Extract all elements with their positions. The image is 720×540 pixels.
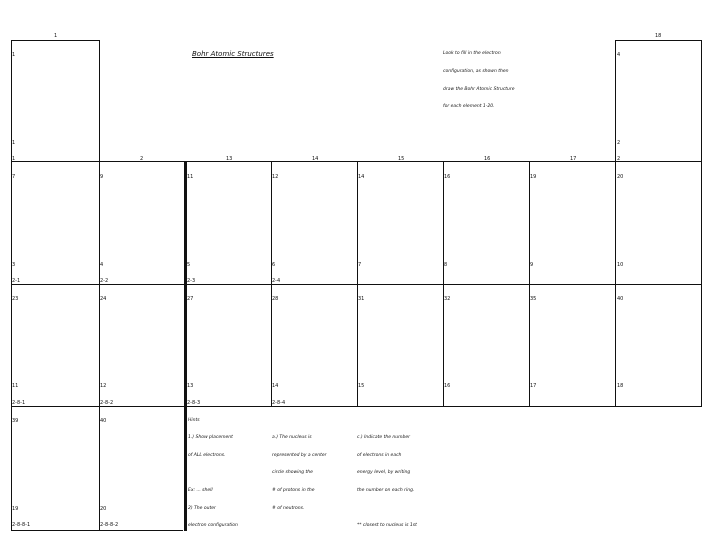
atomic-number: 17	[530, 383, 537, 389]
atomic-number: 14	[272, 383, 279, 389]
config-h: 1	[12, 156, 16, 162]
mass-number: 28	[272, 296, 279, 302]
electron-config: 2-8-4	[272, 400, 286, 406]
mass-number-h: 1	[12, 52, 16, 58]
mass-number: 40	[617, 296, 624, 302]
electron-config: 2-8-1	[12, 400, 26, 406]
config-he: 2	[617, 156, 621, 162]
group-label: 16	[484, 156, 491, 162]
note-line: of ALL electrons.	[188, 453, 226, 458]
atomic-number: 11	[12, 383, 19, 389]
mass-number: 31	[358, 296, 365, 302]
note-line: electron configuration	[188, 523, 238, 528]
atomic-number: 5	[187, 262, 191, 268]
atomic-number: 12	[100, 383, 107, 389]
atomic-number: 9	[530, 262, 534, 268]
note-line: represented by a center	[272, 453, 327, 458]
electron-config: 2-8-2	[100, 400, 114, 406]
mass-number: 24	[100, 296, 107, 302]
note-line: a.) The nucleus is	[272, 435, 312, 440]
atomic-number: 13	[187, 383, 194, 389]
note-line: c.) Indicate the number	[357, 435, 410, 440]
group-label-18: 18	[655, 33, 662, 39]
atomic-number-he: 2	[617, 140, 621, 146]
group-label: 14	[312, 156, 319, 162]
mass-number: 16	[444, 174, 451, 180]
page-title: Bohr Atomic Structures	[192, 50, 274, 58]
atomic-number: 19	[12, 506, 19, 512]
electron-config: 2-8-8-1	[12, 522, 31, 528]
instruction-line: draw the Bohr Atomic Structure	[443, 87, 515, 92]
instruction-line: Look to fill in the electron	[443, 51, 501, 56]
mass-number: 7	[12, 174, 16, 180]
electron-config: 2-2	[100, 278, 109, 284]
group-label: 17	[570, 156, 577, 162]
mass-number: 11	[187, 174, 194, 180]
group-label: 2	[140, 156, 144, 162]
mass-number: 27	[187, 296, 194, 302]
electron-config: 2-1	[12, 278, 21, 284]
mass-number: 23	[12, 296, 19, 302]
note-line: # of protons in the	[272, 488, 315, 493]
atomic-number: 20	[100, 506, 107, 512]
atomic-number: 18	[617, 383, 624, 389]
atomic-number: 4	[100, 262, 104, 268]
atomic-number: 6	[272, 262, 276, 268]
mass-number: 20	[617, 174, 624, 180]
mass-number: 12	[272, 174, 279, 180]
note-line: ** closest to nucleus is 1st	[357, 523, 417, 528]
atomic-number: 8	[444, 262, 448, 268]
note-line: circle showing the	[272, 470, 313, 475]
atomic-number: 7	[358, 262, 362, 268]
note-line: the number on each ring.	[357, 488, 415, 493]
group-label: 13	[226, 156, 233, 162]
electron-config: 2-3	[187, 278, 196, 284]
atomic-number: 10	[617, 262, 624, 268]
mass-number: 19	[530, 174, 537, 180]
electron-config: 2-8-8-2	[100, 522, 119, 528]
atomic-number: 15	[358, 383, 365, 389]
note-line: of electrons in each	[357, 453, 402, 458]
note-line: 1.) Show placement	[188, 435, 233, 440]
mass-number: 35	[530, 296, 537, 302]
group-label: 15	[398, 156, 405, 162]
electron-config: 2-4	[272, 278, 281, 284]
notes-heading: Hints	[188, 418, 200, 423]
note-line: Ex: ... shell	[188, 488, 213, 493]
note-line: 2) The outer	[188, 506, 216, 511]
note-line: energy level, by writing	[357, 470, 411, 475]
atomic-number: 3	[12, 262, 16, 268]
note-line: # of neutrons.	[272, 506, 305, 511]
atomic-number-h: 1	[12, 140, 16, 146]
atomic-number: 16	[444, 383, 451, 389]
instruction-line: for each element 1-20.	[443, 104, 495, 109]
instruction-line: configuration, as shown then	[443, 69, 509, 74]
mass-number-he: 4	[617, 52, 621, 58]
mass-number: 9	[100, 174, 104, 180]
mass-number: 14	[358, 174, 365, 180]
mass-number: 39	[12, 418, 19, 424]
mass-number: 32	[444, 296, 451, 302]
electron-config: 2-8-3	[187, 400, 201, 406]
mass-number: 40	[100, 418, 107, 424]
group-label-1: 1	[54, 33, 58, 39]
